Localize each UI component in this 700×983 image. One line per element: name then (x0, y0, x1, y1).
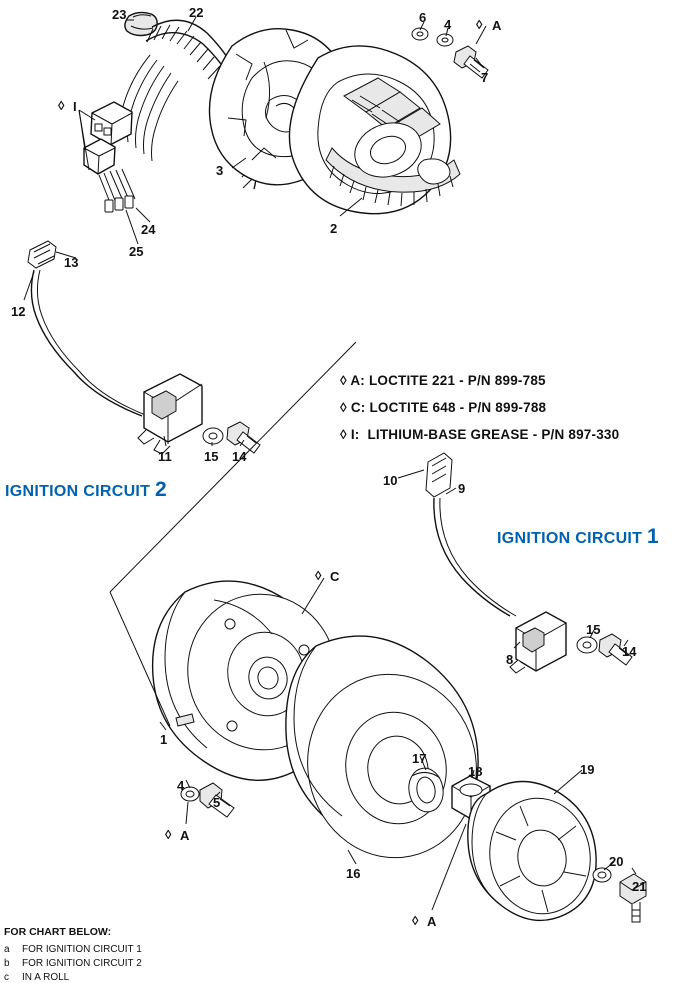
part-2-stator (289, 46, 460, 214)
ignition-circuit-2-text: IGNITION CIRCUIT (5, 483, 151, 500)
callout-a-top: A (492, 18, 502, 33)
drop-icon-c: ◊ (315, 568, 322, 583)
drop-icon-a-bottom: ◊ (412, 913, 419, 928)
ignition-circuit-1-number: 1 (647, 525, 659, 548)
drop-icon-a-bottom-left: ◊ (165, 827, 172, 842)
callout-3: 3 (216, 163, 224, 178)
hardware-6-4-7 (412, 28, 488, 78)
drop-icon-i: ◊ (58, 98, 65, 113)
callout-4-top: 4 (444, 17, 452, 32)
note-a-key: A: (350, 373, 365, 388)
drop-icon-a-top: ◊ (476, 17, 483, 32)
note-c-text: LOCTITE 648 - P/N 899-788 (369, 400, 547, 415)
callout-12: 12 (11, 304, 26, 319)
terminal-pins (99, 169, 135, 212)
callout-18: 18 (468, 764, 483, 779)
chart-legend-heading: FOR CHART BELOW: (4, 926, 112, 938)
part-19-starter-cup (468, 781, 599, 921)
part-11-pickup-coil (138, 374, 202, 454)
chart-key-b: b (4, 958, 10, 969)
ignition-circuit-1-text: IGNITION CIRCUIT (497, 530, 643, 547)
callout-9: 9 (458, 481, 466, 496)
callout-15-right: 15 (586, 622, 601, 637)
callout-21: 21 (632, 879, 647, 894)
part-16-rotor (286, 636, 493, 873)
callout-a-bottom: A (427, 914, 437, 929)
callout-1: 1 (160, 732, 168, 747)
part-13-12-sensor-wire (28, 241, 148, 416)
note-a-text: LOCTITE 221 - P/N 899-785 (368, 373, 546, 388)
callout-14-left: 14 (232, 449, 247, 464)
callout-11: 11 (158, 449, 172, 464)
callout-a-bottom-left: A (180, 828, 190, 843)
drop-icon-note-c: ◊ (340, 400, 347, 415)
callout-4-bottom: 4 (177, 778, 185, 793)
callout-13: 13 (64, 255, 79, 270)
callout-8: 8 (506, 652, 514, 667)
callout-25: 25 (129, 244, 144, 259)
callout-14-right: 14 (622, 644, 637, 659)
callout-10: 10 (383, 473, 398, 488)
callout-6: 6 (419, 10, 427, 25)
part-23-boot (125, 12, 157, 35)
ignition-circuit-1-label (497, 525, 659, 549)
part-8-pickup-coil (510, 612, 566, 673)
note-lithium-grease (340, 427, 619, 442)
callout-19: 19 (580, 762, 595, 777)
callout-5: 5 (213, 795, 221, 810)
hardware-20-21 (593, 868, 646, 922)
note-i-text: LITHIUM-BASE GREASE - P/N 897-330 (367, 427, 620, 442)
callout-17: 17 (412, 751, 427, 766)
chart-legend-row-b (4, 958, 142, 969)
drop-icon-note-i: ◊ (340, 427, 347, 442)
note-i-key: I: (350, 427, 360, 442)
callout-20: 20 (609, 854, 624, 869)
note-loctite-221 (340, 373, 546, 388)
hardware-4-5 (181, 783, 234, 817)
chart-legend-row-c (4, 972, 69, 983)
callout-22: 22 (189, 5, 204, 20)
callout-7: 7 (481, 70, 489, 85)
chart-key-a: a (4, 944, 10, 955)
callout-16: 16 (346, 866, 361, 881)
note-loctite-648 (340, 400, 546, 415)
callout-c: C (330, 569, 340, 584)
ignition-circuit-2-label (5, 478, 167, 502)
callout-i: I (73, 99, 77, 114)
part-24-connector (91, 102, 132, 146)
callout-24: 24 (141, 222, 156, 237)
callout-23: 23 (112, 7, 127, 22)
callout-15-left: 15 (204, 449, 219, 464)
wire-bundle (120, 55, 179, 161)
ignition-circuit-2-number: 2 (155, 478, 167, 501)
chart-text-a: FOR IGNITION CIRCUIT 1 (22, 944, 142, 955)
chart-text-b: FOR IGNITION CIRCUIT 2 (22, 958, 142, 969)
note-c-key: C: (350, 400, 366, 415)
callout-2: 2 (330, 221, 338, 236)
chart-key-c: c (4, 972, 9, 983)
chart-legend-row-a (4, 944, 142, 955)
drop-icon-note-a: ◊ (340, 373, 347, 388)
chart-text-c: IN A ROLL (22, 972, 70, 983)
